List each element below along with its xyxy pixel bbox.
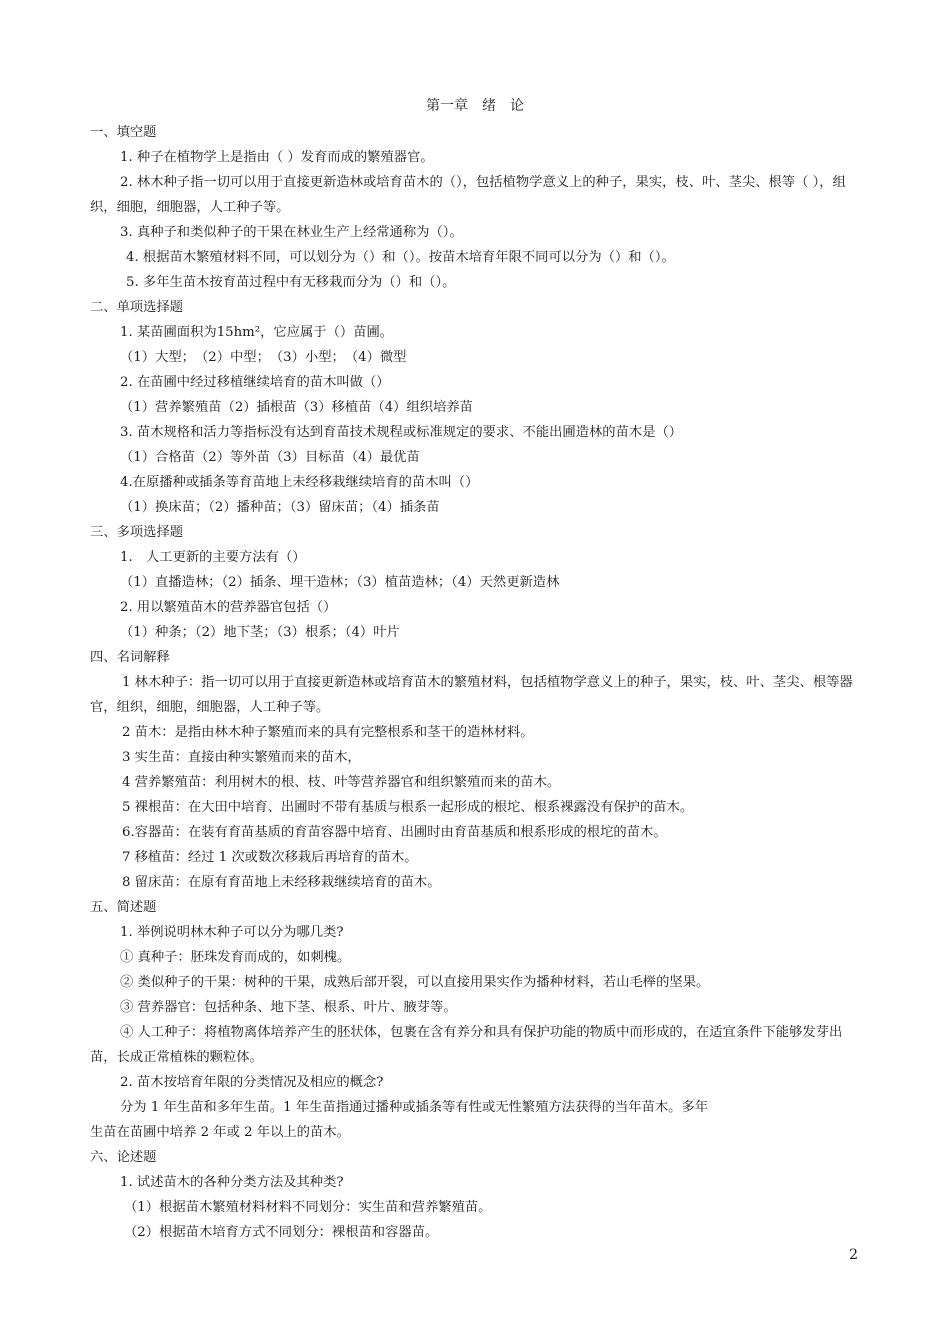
single-question-3-options: （1）合格苗（2）等外苗（3）目标苗（4）最优苗 bbox=[120, 450, 420, 465]
short-answer-2-line-1: 分为 1 年生苗和多年生苗。1 年生苗指通过播种或插条等有性或无性繁殖方法获得的当年苗木。多年 bbox=[120, 1100, 709, 1115]
term-definition-4: 4 营养繁殖苗：利用树木的根、枝、叶等营养器官和组织繁殖而来的苗木。 bbox=[122, 775, 561, 790]
fill-question-1: 1. 种子在植物学上是指由（ ）发育而成的繁殖器官。 bbox=[120, 150, 434, 165]
short-answer-1-item-4: ④ 人工种子：将植物离体培养产生的胚状体，包裹在含有养分和具有保护功能的物质中而形成的，在适宜条件下能够发芽出苗，长成正常植株的颗粒体。 bbox=[90, 1025, 843, 1065]
short-answer-1-item-3: ③ 营养器官：包括种条、地下茎、根系、叶片、腋芽等。 bbox=[120, 1000, 457, 1015]
term-definition-7: 7 移植苗：经过 1 次或数次移栽后再培育的苗木。 bbox=[122, 850, 418, 865]
chapter-title: 第一章 绪 论 bbox=[426, 98, 524, 114]
page-number: 2 bbox=[849, 1247, 858, 1263]
single-question-4: 4.在原播种或插条等育苗地上未经移栽继续培育的苗木叫（） bbox=[120, 475, 479, 490]
single-question-2: 2. 在苗圃中经过移植继续培育的苗木叫做（） bbox=[120, 375, 390, 390]
section-heading-short-answer: 五、简述题 bbox=[90, 900, 157, 915]
short-question-2: 2. 苗木按培育年限的分类情况及相应的概念? bbox=[120, 1075, 384, 1090]
short-answer-2-line-2: 生苗在苗圃中培养 2 年或 2 年以上的苗木。 bbox=[90, 1125, 350, 1140]
term-definition-2: 2 苗木：是指由林木种子繁殖而来的具有完整根系和茎干的造林材料。 bbox=[122, 725, 534, 740]
term-definition-5: 5 裸根苗：在大田中培育、出圃时不带有基质与根系一起形成的根坨、根系裸露没有保护的苗木。 bbox=[122, 800, 694, 815]
fill-question-4: 4. 根据苗木繁殖材料不同，可以划分为（）和（）。按苗木培育年限不同可以分为（）和（）。 bbox=[126, 250, 675, 265]
section-heading-essay: 六、论述题 bbox=[90, 1150, 157, 1165]
short-question-1: 1. 举例说明林木种子可以分为哪几类? bbox=[120, 925, 344, 940]
short-answer-1-item-2: ② 类似种子的干果：树种的干果，成熟后部开裂，可以直接用果实作为播种材料，若山毛榉的坚果。 bbox=[120, 975, 710, 990]
fill-question-5: 5. 多年生苗木按育苗过程中有无移栽而分为（）和（）。 bbox=[126, 275, 456, 290]
single-question-1-options: （1）大型； （2）中型； （3）小型； （4）微型 bbox=[120, 350, 407, 365]
document-body bbox=[90, 120, 862, 1245]
essay-answer-1-item-1: （1）根据苗木繁殖材料材料不同划分：实生苗和营养繁殖苗。 bbox=[124, 1200, 492, 1215]
multi-question-2-options: （1）种条；（2）地下茎；（3）根系；（4）叶片 bbox=[120, 625, 400, 640]
term-definition-6: 6.容器苗：在装有育苗基质的育苗容器中培育、出圃时由育苗基质和根系形成的根坨的苗木。 bbox=[122, 825, 667, 840]
fill-question-2: 2. 林木种子指一切可以用于直接更新造林或培育苗木的（），包括植物学意义上的种子，果实，枝、叶、茎尖、根等（ ），组织，细胞，细胞器，人工种子等。 bbox=[90, 175, 846, 215]
multi-question-1-options: （1）直播造林；（2）插条、埋干造林；（3）植苗造林；（4）天然更新造林 bbox=[120, 575, 560, 590]
section-heading-multiple-choice: 三、多项选择题 bbox=[90, 525, 184, 540]
multi-question-1: 1. 人工更新的主要方法有（） bbox=[120, 550, 306, 565]
section-heading-terms: 四、名词解释 bbox=[90, 650, 170, 665]
term-definition-3: 3 实生苗：直接由种实繁殖而来的苗木， bbox=[122, 750, 361, 765]
multi-question-2: 2. 用以繁殖苗木的营养器官包括（） bbox=[120, 600, 337, 615]
term-definition-8: 8 留床苗：在原有育苗地上未经移栽继续培育的苗木。 bbox=[122, 875, 441, 890]
section-heading-fill-in: 一、填空题 bbox=[90, 125, 157, 140]
single-question-2-options: （1）营养繁殖苗（2）插根苗（3）移植苗（4）组织培养苗 bbox=[120, 400, 473, 415]
single-question-4-options: （1）换床苗；（2）播种苗；（3）留床苗；（4）插条苗 bbox=[120, 500, 440, 515]
fill-question-3: 3. 真种子和类似种子的干果在林业生产上经常通称为（）。 bbox=[120, 225, 463, 240]
single-question-3: 3. 苗木规格和活力等指标没有达到育苗技术规程或标准规定的要求、不能出圃造林的苗木是（） bbox=[120, 425, 683, 440]
section-heading-single-choice: 二、单项选择题 bbox=[90, 300, 184, 315]
essay-question-1: 1. 试述苗木的各种分类方法及其种类? bbox=[120, 1175, 344, 1190]
single-question-1: 1. 某苗圃面积为15hm²，它应属于（）苗圃。 bbox=[120, 325, 394, 340]
essay-answer-1-item-2: （2）根据苗木培育方式不同划分：裸根苗和容器苗。 bbox=[124, 1225, 439, 1240]
term-definition-1: 1 林木种子：指一切可以用于直接更新造林或培育苗木的繁殖材料，包括植物学意义上的种子，果实，枝、叶、茎尖、根等器官，组织，细胞，细胞器，人工种子等。 bbox=[90, 675, 853, 715]
short-answer-1-item-1: ① 真种子：胚珠发育而成的，如刺槐。 bbox=[120, 950, 351, 965]
